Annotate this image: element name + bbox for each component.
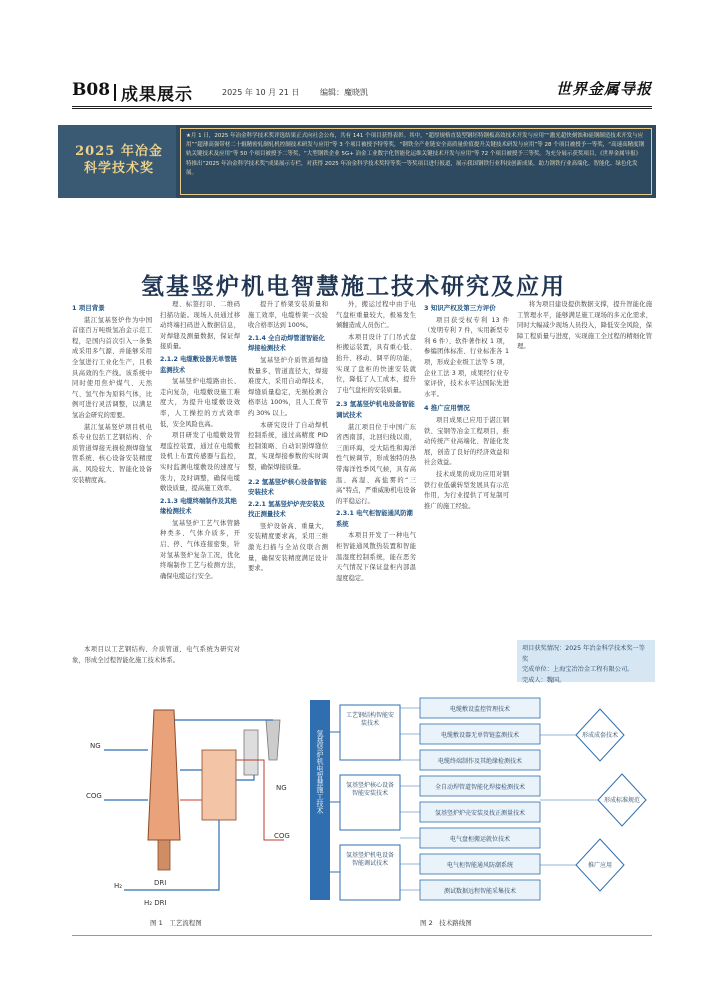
article-column-6 — [517, 300, 652, 662]
roadmap-leaf-label: 电缆敷设监控管理技术 — [449, 706, 511, 713]
roadmap-branch-line: 智能调试技术 — [351, 860, 389, 867]
section-heading: 3 知识产权及第三方评价 — [424, 304, 496, 312]
roadmap-goal-label: 形成成套技术 — [581, 732, 619, 739]
roadmap-leaf-label: 电气盘柜搬运就位技术 — [449, 836, 511, 843]
gas-heater — [202, 750, 236, 820]
section-code: B08 — [72, 80, 111, 100]
paragraph: 项目成果已应用于湛江钢铁、宝钢等冶金工程项目，推动传统产业高端化、智能化发展，创造了良好的经济效益和社会效益。 — [424, 416, 509, 467]
paragraph: 将为项目建设提供数据支撑，提升智能化施工管理水平，能够满足施工现场的多元化需求，同时大幅减少现场人员投入，降低安全风险，保障工程质量与进度，实现施工全过程的精细化管理。 — [517, 301, 652, 351]
label-h2: H₂ — [114, 882, 123, 890]
section-heading: 2.1.3 电缆终端制作及其绝缘检测技术 — [160, 497, 237, 516]
roadmap-branch-line: 装技术 — [360, 720, 380, 727]
banner-title — [66, 143, 172, 177]
paragraph: 外，搬运过程中由于电气盘柜重量较大，极易发生倾翻造成人员伤亡。 — [336, 301, 416, 330]
article-column-5 — [424, 300, 509, 662]
paragraph: 氢基竖炉电缆路由长、走向复杂，电缆敷设施工难度大，为提升电缆敷设效率，人工操控的方式效率低，安全风险也高。 — [160, 378, 240, 428]
completing-unit: 完成单位：上海宝冶冶金工程有限公司。 — [522, 666, 634, 673]
shaft-furnace — [148, 710, 180, 840]
banner-title-panel — [58, 125, 176, 198]
tech-roadmap-figure — [310, 690, 655, 915]
article-column-4 — [336, 300, 416, 662]
roadmap-leaves — [400, 698, 540, 900]
figure1-caption: 图 1 工艺流程图 — [150, 919, 202, 927]
paragraph: 氢基竖炉介质管道焊缝数量多，管道直径大，焊接难度大，采用自动焊技术，焊缝质量稳定，无损检测合格率达 100%，且人工费节约 30% 以上。 — [248, 356, 328, 417]
page-header — [72, 78, 652, 106]
section-name: 成果展示 — [121, 85, 193, 105]
article-column-2 — [160, 300, 240, 662]
section-heading: 2.3.1 电气柜智能通风防潮系统 — [336, 510, 413, 528]
article-title: 氢基竖炉机电智慧施工技术研究及应用 — [141, 273, 566, 300]
header-rule — [72, 106, 652, 107]
scrubber-tower — [244, 730, 258, 775]
roadmap-leaf-label: 全自动焊管道智能化焊接检测技术 — [434, 784, 526, 791]
label-dri: DRI — [154, 879, 167, 887]
roadmap-leaf-label: 电气柜智能通风防潮系统 — [446, 862, 514, 869]
issue-date: 2025 年 10 月 21 日 — [222, 88, 300, 97]
paragraph: 理、标签打印、二维码扫描功能。现场人员通过移动终端扫码进入数据信息，对焊缝及测量数据，保证焊接质量。 — [160, 301, 240, 351]
roadmap-branch-line: 氢基竖炉机电设备 — [345, 852, 395, 859]
furnace-discharge — [158, 840, 170, 870]
label-cog-out: COG — [274, 832, 290, 840]
roadmap-branch-line: 氢基竖炉核心设备 — [345, 782, 395, 789]
bottom-rule — [72, 935, 652, 936]
award-banner — [58, 125, 656, 198]
roadmap-goal-label: 推广应用 — [587, 862, 613, 869]
section-heading: 2.2 氢基竖炉核心设备智能安装技术 — [248, 477, 327, 497]
section-heading: 2.3 氢基竖炉机电设备智能调试技术 — [336, 400, 415, 419]
roadmap-leaf-label: 氢基竖炉炉壳安装及找正测量技术 — [434, 810, 526, 817]
paragraph: 提升了桥架安装质量和施工效率，电缆桥架一次验收合格率达到 100%。 — [248, 301, 328, 330]
label-ng-in: NG — [90, 742, 101, 750]
paragraph: 本项目开发了一种电气柜智能通风散热装置和智能温湿度控制系统，能在恶劣天气情况下保证盘柜内部温湿度稳定。 — [336, 532, 416, 582]
paragraph: 本研究设计了自动焊机控制系统，通过高精度 PID 控制策略、自动识别焊缝位置，实现焊接参数的实时调整，确保焊接质量。 — [248, 421, 328, 471]
label-cog-in: COG — [86, 792, 102, 800]
paragraph: 项目获受权专利 13 件（发明专利 7 件，实用新型专利 6 件）、软件著作权 1 项，参编团体标准、行业标准各 1 项，形成企业级工法等 5 项，企业工法 3 项，成果经行业专家评价，技术水平达国际先进水平。 — [424, 316, 509, 398]
paragraph: 本项目以工艺钢结构、介质管道、电气系统为研究对象，形成全过程智能化施工技术体系。 — [72, 646, 240, 664]
roadmap-root-label: 氢基竖炉机电智慧施工技术 — [316, 730, 324, 814]
roadmap-branches — [330, 705, 400, 900]
article-column-1-continued — [72, 645, 240, 667]
award-info-box — [517, 640, 655, 682]
figure2-caption: 图 2 技术路线图 — [420, 919, 472, 927]
label-ng-out: NG — [276, 784, 287, 792]
header-rule-thin — [72, 108, 652, 109]
banner-title-line1: 2025 年冶金 — [75, 144, 163, 159]
section-heading: 1 项目背景 — [72, 304, 105, 312]
paragraph: 竖炉设备高、重量大，安装精度要求高，采用三维激光扫描与全站仪联合测量，确保安装精度满足设计要求。 — [248, 522, 328, 573]
editor-credit: 编辑：魔晓凯 — [320, 88, 368, 97]
section-heading: 2.1.4 全自动焊管道智能化焊接检测技术 — [248, 334, 325, 353]
roadmap-leaf-label: 测试数据远程智能采集技术 — [443, 888, 517, 895]
section-heading: 2.1.2 电缆敷设器无单管链监测技术 — [160, 355, 237, 374]
paragraph: 项目研发了电缆敷设管理监控装置，通过在电缆敷设机上布置传感器与监控，实时监测电缆敷设的速度与张力，及时调整，确保电缆敷设质量，提高施工效率。 — [160, 432, 240, 493]
roadmap-goal-label: 形成标准规范 — [603, 797, 641, 804]
process-flow-figure — [84, 690, 296, 915]
roadmap-leaf-label: 电缆终端制作及其绝缘检测技术 — [437, 758, 523, 765]
award-level: 项目获奖情况：2025 年冶金科学技术奖一等奖 — [522, 645, 645, 663]
roadmap-leaf-label: 电缆敷设器无单管链监测技术 — [440, 732, 520, 739]
roadmap-branch-line: 工艺钢结构智能安 — [345, 712, 395, 719]
label-h2-dri: H₂ DRI — [144, 899, 167, 907]
banner-intro-text: ★月 1 日，2025 年冶金科学技术奖评选结果正式向社会公布，共有 141 个项目获得表彰。其中，“超厚规格直装型钢坯特钢板高效技术开发与应用”“激光超快刻蚀和硅钢制造技术开发与应用”“超薄高强带材二十辊精密轧制轧机控制技术研发与应用”等 3 个项目被授予特等奖，“钢铁全产业链安全高质量价值提升关键技术研发与应用”等 28 个项目被授予一等奖，“高速高精度钢轨关键技术及应用”等 50 个项目被授予二等奖，“大型钢铁企业 5G+ 冶金工业数字化智能化运维关键技术开发与应用”等 72 个项目被授予三等奖。为充分展示获奖项目，《世界金属导报》特推出“2025 年冶金科学技术奖”成果展示专栏，对获得 2025 年冶金科学技术奖特等奖一等奖项目进行报道，展示我国钢铁行业科技创新成果，助力钢铁行业高端化、智能化、绿色化发展。 — [186, 133, 645, 176]
roadmap-goals — [540, 709, 646, 891]
banner-text-panel — [180, 128, 652, 195]
article-column-3 — [248, 300, 328, 662]
newspaper-brand: 世界金属导报 — [555, 80, 652, 98]
section-heading: 2.2.1 氢基竖炉炉壳安装及找正测量技术 — [248, 500, 325, 519]
banner-title-line2: 科学技术奖 — [83, 161, 154, 176]
paragraph: 技术成果的成功应用对钢铁行业低碳转型发展具有示范作用，为行业提供了可复制可推广的施工经验。 — [424, 470, 509, 510]
paragraph: 湛江氢基竖炉作为中国首座百万吨级氢冶金示范工程，是国内首次引入一条集成采用多气源、并能够采用全氢进行工业化生产，且极具高效的生产线。该系统中同时使用焦炉煤气、天然气、氢气作为原料气体，比例可进行灵活调整，以满足氢冶金研究的需要。 — [72, 316, 152, 419]
section-heading: 4 推广应用情况 — [424, 404, 470, 413]
paragraph: 本项目设计了门吊式盘柜搬运装置，具有重心低、抬升、移动、调平的功能，实现了盘柜的快速安装就位，降低了人工成本，提升了电气盘柜的安装质量。 — [336, 333, 416, 394]
article-column-1 — [72, 300, 152, 642]
completing-person: 完成人：魏国。 — [522, 676, 566, 684]
section-divider — [114, 84, 116, 101]
paragraph: 氢基竖炉工艺气体管路种类多、气体介质多，开启、停、气体连接密集，针对氢基竖炉复杂工况，优化终端制作工艺与检测方法，确保电缆运行安全。 — [160, 519, 240, 580]
paragraph: 湛江氢基竖炉项目机电系专业包括工艺钢结构、介质管道焊接无损检测焊缝氢管系统、核心设备安装精度高、风险较大、智能化设备安装精度高。 — [72, 423, 152, 484]
roadmap-branch-line: 智能安装技术 — [351, 790, 389, 797]
paragraph: 湛江项目位于中国广东省西南部，北回归线以南，三面环海，受大陆性和海洋性气候调节，形成独特的热带海洋性季风气候，具有高温、高湿、高盐雾的“三高”特点，严重威胁机电设备的平稳运行。 — [336, 423, 416, 505]
